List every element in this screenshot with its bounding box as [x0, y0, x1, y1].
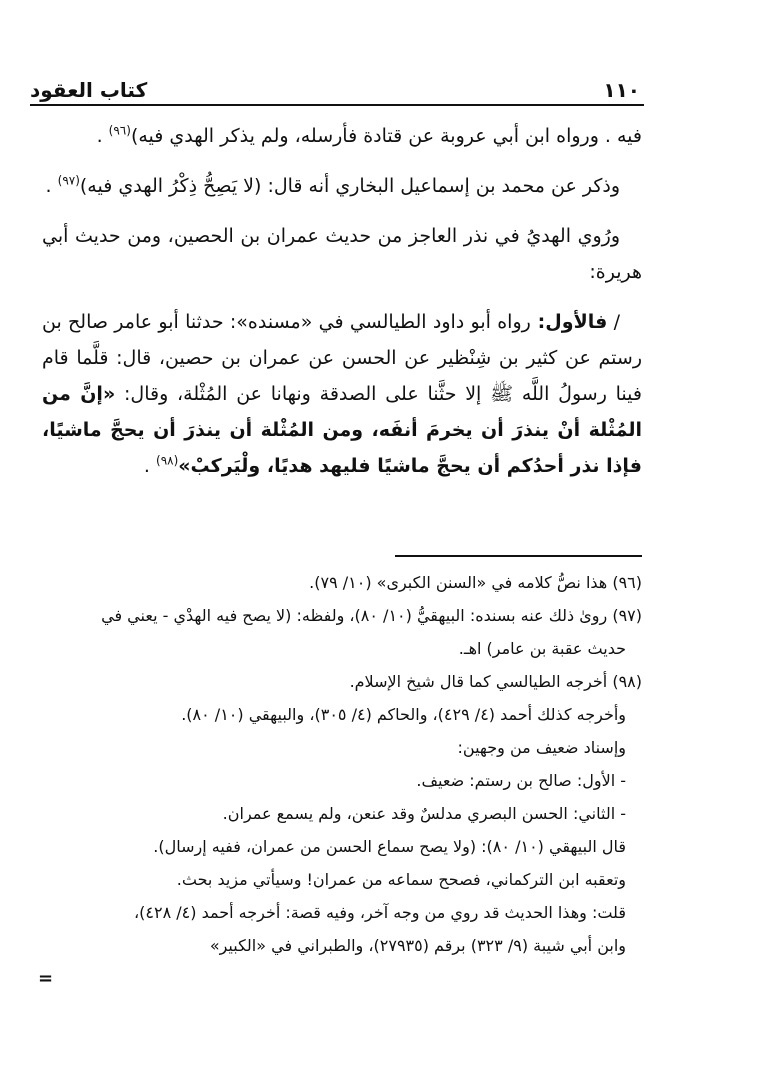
footnote-ref-96: (٩٦) — [108, 123, 131, 138]
footnote-ref-97: (٩٧) — [57, 173, 80, 188]
footnote-98-line: - الأول: صالح بن رستم: ضعيف. — [416, 771, 626, 790]
footnotes — [42, 566, 642, 962]
book-title: كتاب العقود — [30, 78, 148, 102]
p1-text: فيه . ورواه ابن أبي عروبة عن قتادة فأرسله، ولم يذكر الهدي فيه) — [130, 125, 642, 147]
footnote-98-line: - الثاني: الحسن البصري مدلسٌ وقد عنعن، ولم يسمع عمران. — [222, 804, 626, 823]
hadith-quote: «إنَّ من المُثْلة أنْ ينذرَ أن يخرمَ أنفَه، ومن المُثْلة أن ينذرَ أن يحجَّ ماشيًا، فإذا نذر أحدُكم أن يحجَّ ماشيًا فليهد هديًا، ولْيَركبْ» — [42, 383, 642, 477]
paragraph-4 — [42, 304, 642, 484]
footnote-98-line: وإسناد ضعيف من وجهين: — [457, 738, 626, 757]
paragraph-2 — [42, 168, 642, 204]
footnote-97: (٩٧) روىٰ ذلك عنه بسنده: البيهقيُّ (١٠/ ٨٠)، ولفظه: (لا يصح فيه الهدْي - يعني في — [101, 606, 642, 625]
paragraph-3: ورُوي الهديُ في نذر العاجز من حديث عمران بن الحصين، ومن حديث أبي هريرة: — [42, 225, 642, 283]
p2-text: وذكر عن محمد بن إسماعيل البخاري أنه قال: (لا يَصِحُّ ذِكْرُ الهدي فيه) — [79, 175, 620, 197]
footnote-98-line: وتعقبه ابن التركماني، فصحح سماعه من عمران! وسيأتي مزيد بحث. — [176, 870, 626, 889]
footnote-ref-98: (٩٨) — [156, 453, 179, 468]
p2-end: . — [45, 175, 58, 197]
main-text — [42, 118, 642, 498]
header-rule — [30, 104, 644, 106]
continuation-mark: = — [38, 968, 54, 989]
paragraph-label: فالأول: — [530, 311, 608, 333]
footnote-96: (٩٦) هذا نصُّ كلامه في «السنن الكبرى» (١٠/ ٧٩). — [309, 573, 642, 592]
footnote-98: (٩٨) أخرجه الطيالسي كما قال شيخ الإسلام. — [349, 672, 642, 691]
p4-end: . — [143, 455, 157, 477]
footnote-97-cont: حديث عقبة بن عامر) اهـ. — [458, 639, 626, 658]
paragraph-1 — [42, 118, 642, 154]
p4-text: رواه أبو داود الطيالسي في «مسنده»: حدثنا أبو عامر صالح بن رستم عن كثير بن شِنْظير عن الحسن عن عمران بن حصين، قال: قلَّما قام فينا رسولُ اللَّه ﷺ إلا حثَّنا على الصدقة ونهانا عن المُثْلة، وقال: — [42, 311, 642, 405]
footnote-98-line: قال البيهقي (١٠/ ٨٠): (ولا يصح سماع الحسن من عمران، ففيه إرسال). — [153, 837, 626, 856]
footnote-98-line: وأخرجه كذلك أحمد (٤/ ٤٢٩)، والحاكم (٤/ ٣٠٥)، والبيهقي (١٠/ ٨٠). — [181, 705, 626, 724]
footnote-98-line: قلت: وهذا الحديث قد روي من وجه آخر، وفيه قصة: أخرجه أحمد (٤/ ٤٢٨)، — [134, 903, 626, 922]
page-number: ١١٠ — [603, 78, 640, 102]
footnotes-rule — [395, 555, 642, 557]
footnote-98-line: وابن أبي شيبة (٩/ ٣٢٣) برقم (٢٧٩٣٥)، والطبراني في «الكبير» — [209, 936, 626, 955]
p1-end: . — [96, 125, 109, 147]
page-break-marker: / — [607, 311, 621, 333]
page-header — [30, 72, 640, 102]
